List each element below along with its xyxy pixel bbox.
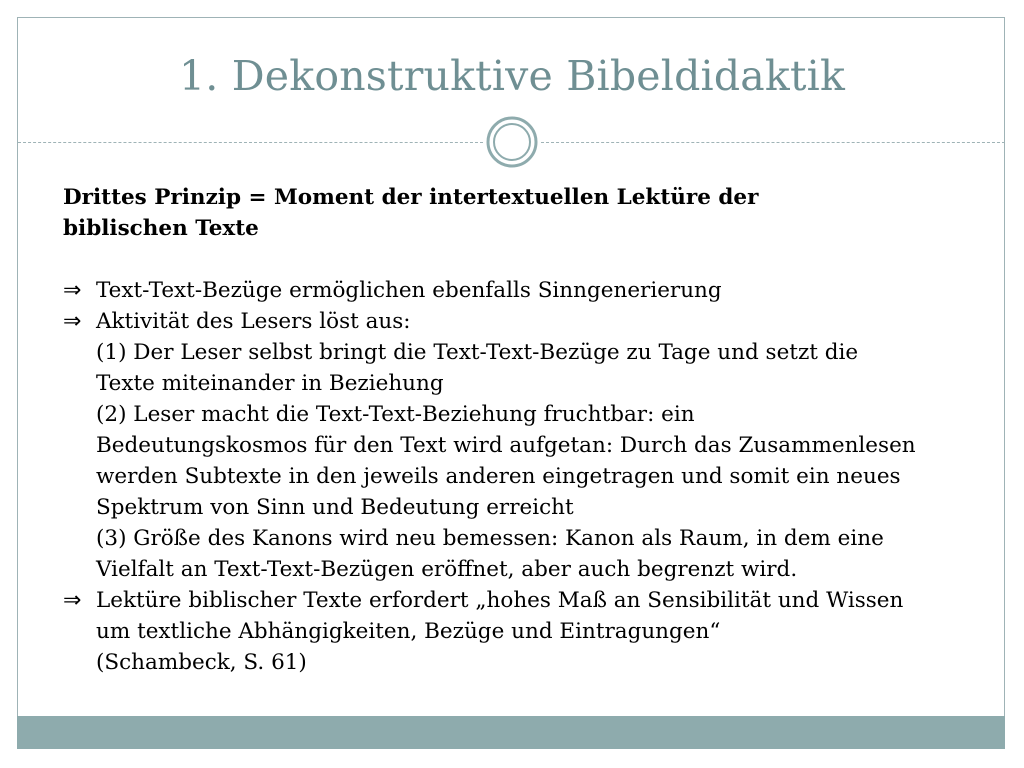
bullet-item [63,585,993,678]
title-divider-right [541,142,1005,143]
heading-line: Drittes Prinzip = Moment der intertextuellen Lektüre der [63,185,759,210]
heading-line: biblischen Texte [63,216,259,241]
title-divider-left [18,142,483,143]
implies-arrow-icon: ⇒ [63,278,82,303]
bullet-text: Aktivität des Lesers löst aus: [96,309,411,334]
bullet-text: Text-Text-Bezüge ermöglichen ebenfalls Sinngenerierung [96,278,722,303]
slide-content [63,182,993,678]
bullet-text: Texte miteinander in Beziehung [96,371,444,396]
implies-arrow-icon: ⇒ [63,588,82,613]
bullet-text: Spektrum von Sinn und Bedeutung erreicht [96,495,574,520]
section-heading [63,182,993,244]
bullet-text: Lektüre biblischer Texte erfordert „hohes Maß an Sensibilität und Wissen [96,588,904,613]
bullet-text: werden Subtexte in den jeweils anderen eingetragen und somit ein neues [96,464,901,489]
bullet-text: um textliche Abhängigkeiten, Bezüge und Eintragungen“ [96,619,721,644]
bullet-text: (3) Größe des Kanons wird neu bemessen: Kanon als Raum, in dem eine [96,526,884,551]
bullet-item [63,275,993,306]
circle-ornament-icon [486,116,538,168]
bullet-text: (1) Der Leser selbst bringt die Text-Text-Bezüge zu Tage und setzt die [96,340,859,365]
footer-bar [17,716,1005,749]
slide-title: 1. Dekonstruktive Bibeldidaktik [178,52,846,100]
bullet-item [63,306,993,585]
bullet-text: Vielfalt an Text-Text-Bezügen eröffnet, aber auch begrenzt wird. [96,557,798,582]
implies-arrow-icon: ⇒ [63,309,82,334]
bullet-text: (2) Leser macht die Text-Text-Beziehung fruchtbar: ein [96,402,695,427]
bullet-text: (Schambeck, S. 61) [96,650,307,675]
bullet-text: Bedeutungskosmos für den Text wird aufgetan: Durch das Zusammenlesen [96,433,916,458]
